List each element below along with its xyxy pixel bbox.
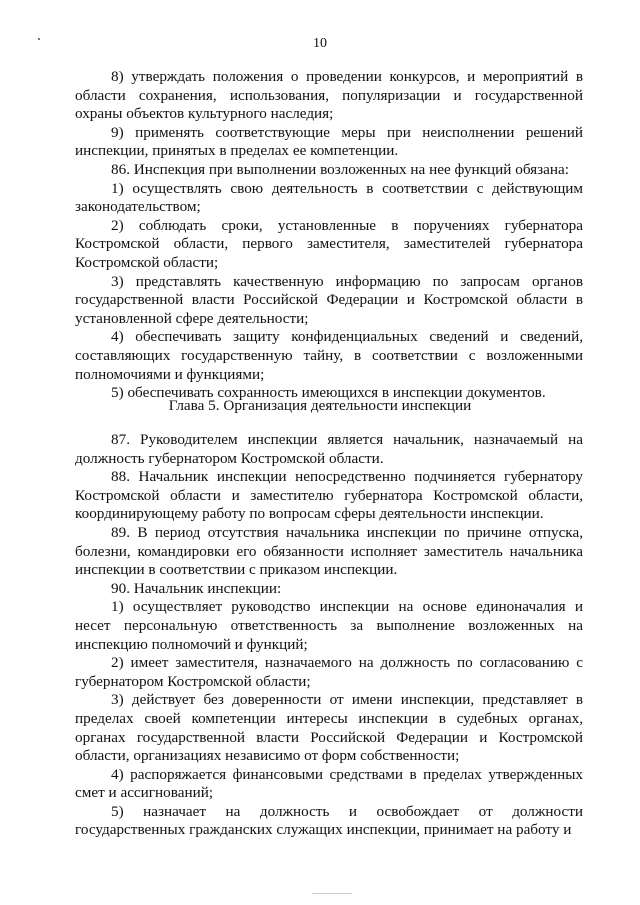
- paragraph: 2) имеет заместителя, назначаемого на должность по согласованию с губернатором Костромской области;: [75, 654, 583, 690]
- paragraph: 88. Начальник инспекции непосредственно подчиняется губернатору Костромской области и заместителю губернатора Костромской области, координирующему работу по вопросам сферы деятельности инспекции.: [75, 468, 583, 523]
- paragraph: 2) соблюдать сроки, установленные в поручениях губернатора Костромской области, первого заместителя, заместителей губернатора Костромской области;: [75, 216, 583, 271]
- paragraph: 86. Инспекция при выполнении возложенных на нее функций обязана:: [111, 160, 569, 178]
- paragraph: 5) назначает на должность и освобождает от должности государственных гражданских служащих инспекции, принимает на работу и: [75, 802, 583, 839]
- paragraph: 5) обеспечивать сохранность имеющихся в инспекции документов.: [111, 384, 546, 402]
- text-block-top: [75, 68, 583, 403]
- chapter-heading: Глава 5. Организация деятельности инспекции: [168, 397, 472, 414]
- text-block-bottom: [75, 431, 583, 840]
- paragraph: 1) осуществлять свою деятельность в соответствии с действующим законодательством;: [75, 179, 583, 216]
- paragraph: 8) утверждать положения о проведении конкурсов, и мероприятий в области сохранения, использования, популяризации и государственной охраны объектов культурного наследия;: [75, 68, 583, 123]
- paragraph: 90. Начальник инспекции:: [111, 579, 282, 597]
- paragraph: 1) осуществляет руководство инспекции на основе единоначалия и несет персональную ответственность за выполнение возложенных на инспекцию полномочий и функций;: [75, 598, 583, 653]
- scan-artifact-line: [312, 893, 352, 894]
- paragraph: 89. В период отсутствия начальника инспекции по причине отпуска, болезни, командировки его обязанности исполняет заместитель начальника инспекции в соответствии с приказом инспекции.: [75, 523, 583, 579]
- paragraph: 3) действует без доверенности от имени инспекции, представляет в пределах своей компетенции интересы инспекции в судебных органах, органах государственной власти Российской Федерации и Костромской области, организациях независимо от форм собственности;: [75, 691, 583, 765]
- page-number: 10: [313, 36, 327, 51]
- paragraph: 4) распоряжается финансовыми средствами в пределах утвержденных смет и ассигнований;: [75, 765, 583, 802]
- paragraph: 9) применять соответствующие меры при неисполнении решений инспекции, принятых в пределах ее компетенции.: [75, 123, 583, 160]
- paragraph: 87. Руководителем инспекции является начальник, назначаемый на должность губернатором Костромской области.: [75, 431, 583, 467]
- paragraph: 4) обеспечивать защиту конфиденциальных сведений и сведений, составляющих государственную тайну, в соответствии с возложенными полномочиями и функциями;: [75, 328, 583, 383]
- paragraph: 3) представлять качественную информацию по запросам органов государственной власти Российской Федерации и Костромской области в установленной сфере деятельности;: [75, 272, 583, 327]
